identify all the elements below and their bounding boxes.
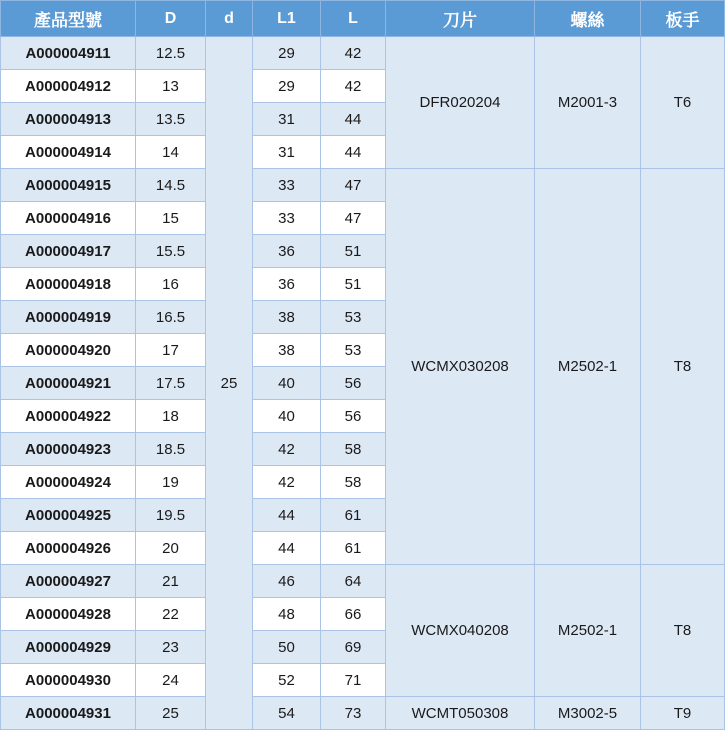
l-cell: 47 [321, 169, 386, 202]
l1-cell: 38 [253, 301, 321, 334]
l1-cell: 42 [253, 466, 321, 499]
product-code-cell: A000004930 [1, 664, 136, 697]
product-code-cell: A000004915 [1, 169, 136, 202]
table-row [1, 169, 725, 202]
d-diameter-cell: 12.5 [136, 37, 206, 70]
screw-cell: M3002-5 [535, 697, 641, 730]
product-code-cell: A000004916 [1, 202, 136, 235]
wrench-cell: T9 [641, 697, 725, 730]
l-cell: 61 [321, 532, 386, 565]
l-cell: 53 [321, 334, 386, 367]
d-diameter-cell: 13.5 [136, 103, 206, 136]
d-diameter-cell: 19 [136, 466, 206, 499]
l1-cell: 29 [253, 70, 321, 103]
l1-cell: 50 [253, 631, 321, 664]
d-diameter-cell: 21 [136, 565, 206, 598]
product-code-cell: A000004925 [1, 499, 136, 532]
product-code-cell: A000004911 [1, 37, 136, 70]
product-code-cell: A000004929 [1, 631, 136, 664]
d-diameter-cell: 23 [136, 631, 206, 664]
product-code-cell: A000004928 [1, 598, 136, 631]
d-diameter-cell: 15.5 [136, 235, 206, 268]
d-diameter-cell: 17.5 [136, 367, 206, 400]
product-code-cell: A000004922 [1, 400, 136, 433]
screw-cell: M2502-1 [535, 565, 641, 697]
l-cell: 51 [321, 268, 386, 301]
product-code-cell: A000004921 [1, 367, 136, 400]
l-cell: 42 [321, 37, 386, 70]
wrench-cell: T6 [641, 37, 725, 169]
insert-cell: WCMX030208 [386, 169, 535, 565]
product-code-cell: A000004917 [1, 235, 136, 268]
l-cell: 53 [321, 301, 386, 334]
header-shank-d: d [206, 1, 253, 37]
l1-cell: 36 [253, 268, 321, 301]
l1-cell: 44 [253, 532, 321, 565]
table-row [1, 565, 725, 598]
l1-cell: 38 [253, 334, 321, 367]
l-cell: 61 [321, 499, 386, 532]
l-cell: 66 [321, 598, 386, 631]
l-cell: 44 [321, 103, 386, 136]
l1-cell: 42 [253, 433, 321, 466]
header-wrench: 板手 [641, 1, 725, 37]
l1-cell: 29 [253, 37, 321, 70]
table-row [1, 697, 725, 730]
l-cell: 47 [321, 202, 386, 235]
screw-cell: M2502-1 [535, 169, 641, 565]
l-cell: 51 [321, 235, 386, 268]
d-diameter-cell: 17 [136, 334, 206, 367]
d-diameter-cell: 18 [136, 400, 206, 433]
l1-cell: 31 [253, 136, 321, 169]
wrench-cell: T8 [641, 169, 725, 565]
d-diameter-cell: 13 [136, 70, 206, 103]
l-cell: 64 [321, 565, 386, 598]
l-cell: 73 [321, 697, 386, 730]
header-l: L [321, 1, 386, 37]
product-code-cell: A000004920 [1, 334, 136, 367]
l-cell: 58 [321, 466, 386, 499]
header-screw: 螺絲 [535, 1, 641, 37]
d-diameter-cell: 24 [136, 664, 206, 697]
l1-cell: 44 [253, 499, 321, 532]
d-diameter-cell: 20 [136, 532, 206, 565]
l1-cell: 40 [253, 367, 321, 400]
l1-cell: 33 [253, 202, 321, 235]
header-product-code: 產品型號 [1, 1, 136, 37]
l1-cell: 31 [253, 103, 321, 136]
header-d-diameter: D [136, 1, 206, 37]
d-diameter-cell: 14.5 [136, 169, 206, 202]
d-diameter-cell: 19.5 [136, 499, 206, 532]
product-code-cell: A000004914 [1, 136, 136, 169]
table-body [1, 37, 725, 730]
l1-cell: 48 [253, 598, 321, 631]
product-code-cell: A000004924 [1, 466, 136, 499]
l1-cell: 52 [253, 664, 321, 697]
product-code-cell: A000004919 [1, 301, 136, 334]
d-diameter-cell: 16 [136, 268, 206, 301]
product-code-cell: A000004931 [1, 697, 136, 730]
header-row [1, 1, 725, 37]
l-cell: 58 [321, 433, 386, 466]
d-diameter-cell: 18.5 [136, 433, 206, 466]
insert-cell: WCMX040208 [386, 565, 535, 697]
d-diameter-cell: 22 [136, 598, 206, 631]
screw-cell: M2001-3 [535, 37, 641, 169]
header-l1: L1 [253, 1, 321, 37]
d-diameter-cell: 25 [136, 697, 206, 730]
l1-cell: 40 [253, 400, 321, 433]
l-cell: 44 [321, 136, 386, 169]
header-insert: 刀片 [386, 1, 535, 37]
l1-cell: 46 [253, 565, 321, 598]
d-diameter-cell: 14 [136, 136, 206, 169]
d-diameter-cell: 15 [136, 202, 206, 235]
l1-cell: 33 [253, 169, 321, 202]
product-code-cell: A000004926 [1, 532, 136, 565]
d-diameter-cell: 16.5 [136, 301, 206, 334]
l-cell: 42 [321, 70, 386, 103]
l1-cell: 36 [253, 235, 321, 268]
product-code-cell: A000004923 [1, 433, 136, 466]
l-cell: 56 [321, 400, 386, 433]
l-cell: 56 [321, 367, 386, 400]
product-code-cell: A000004912 [1, 70, 136, 103]
l-cell: 71 [321, 664, 386, 697]
table-row [1, 37, 725, 70]
l-cell: 69 [321, 631, 386, 664]
product-code-cell: A000004913 [1, 103, 136, 136]
l1-cell: 54 [253, 697, 321, 730]
product-code-cell: A000004927 [1, 565, 136, 598]
product-code-cell: A000004918 [1, 268, 136, 301]
insert-cell: DFR020204 [386, 37, 535, 169]
shank-d-cell: 25 [206, 37, 253, 730]
wrench-cell: T8 [641, 565, 725, 697]
insert-cell: WCMT050308 [386, 697, 535, 730]
